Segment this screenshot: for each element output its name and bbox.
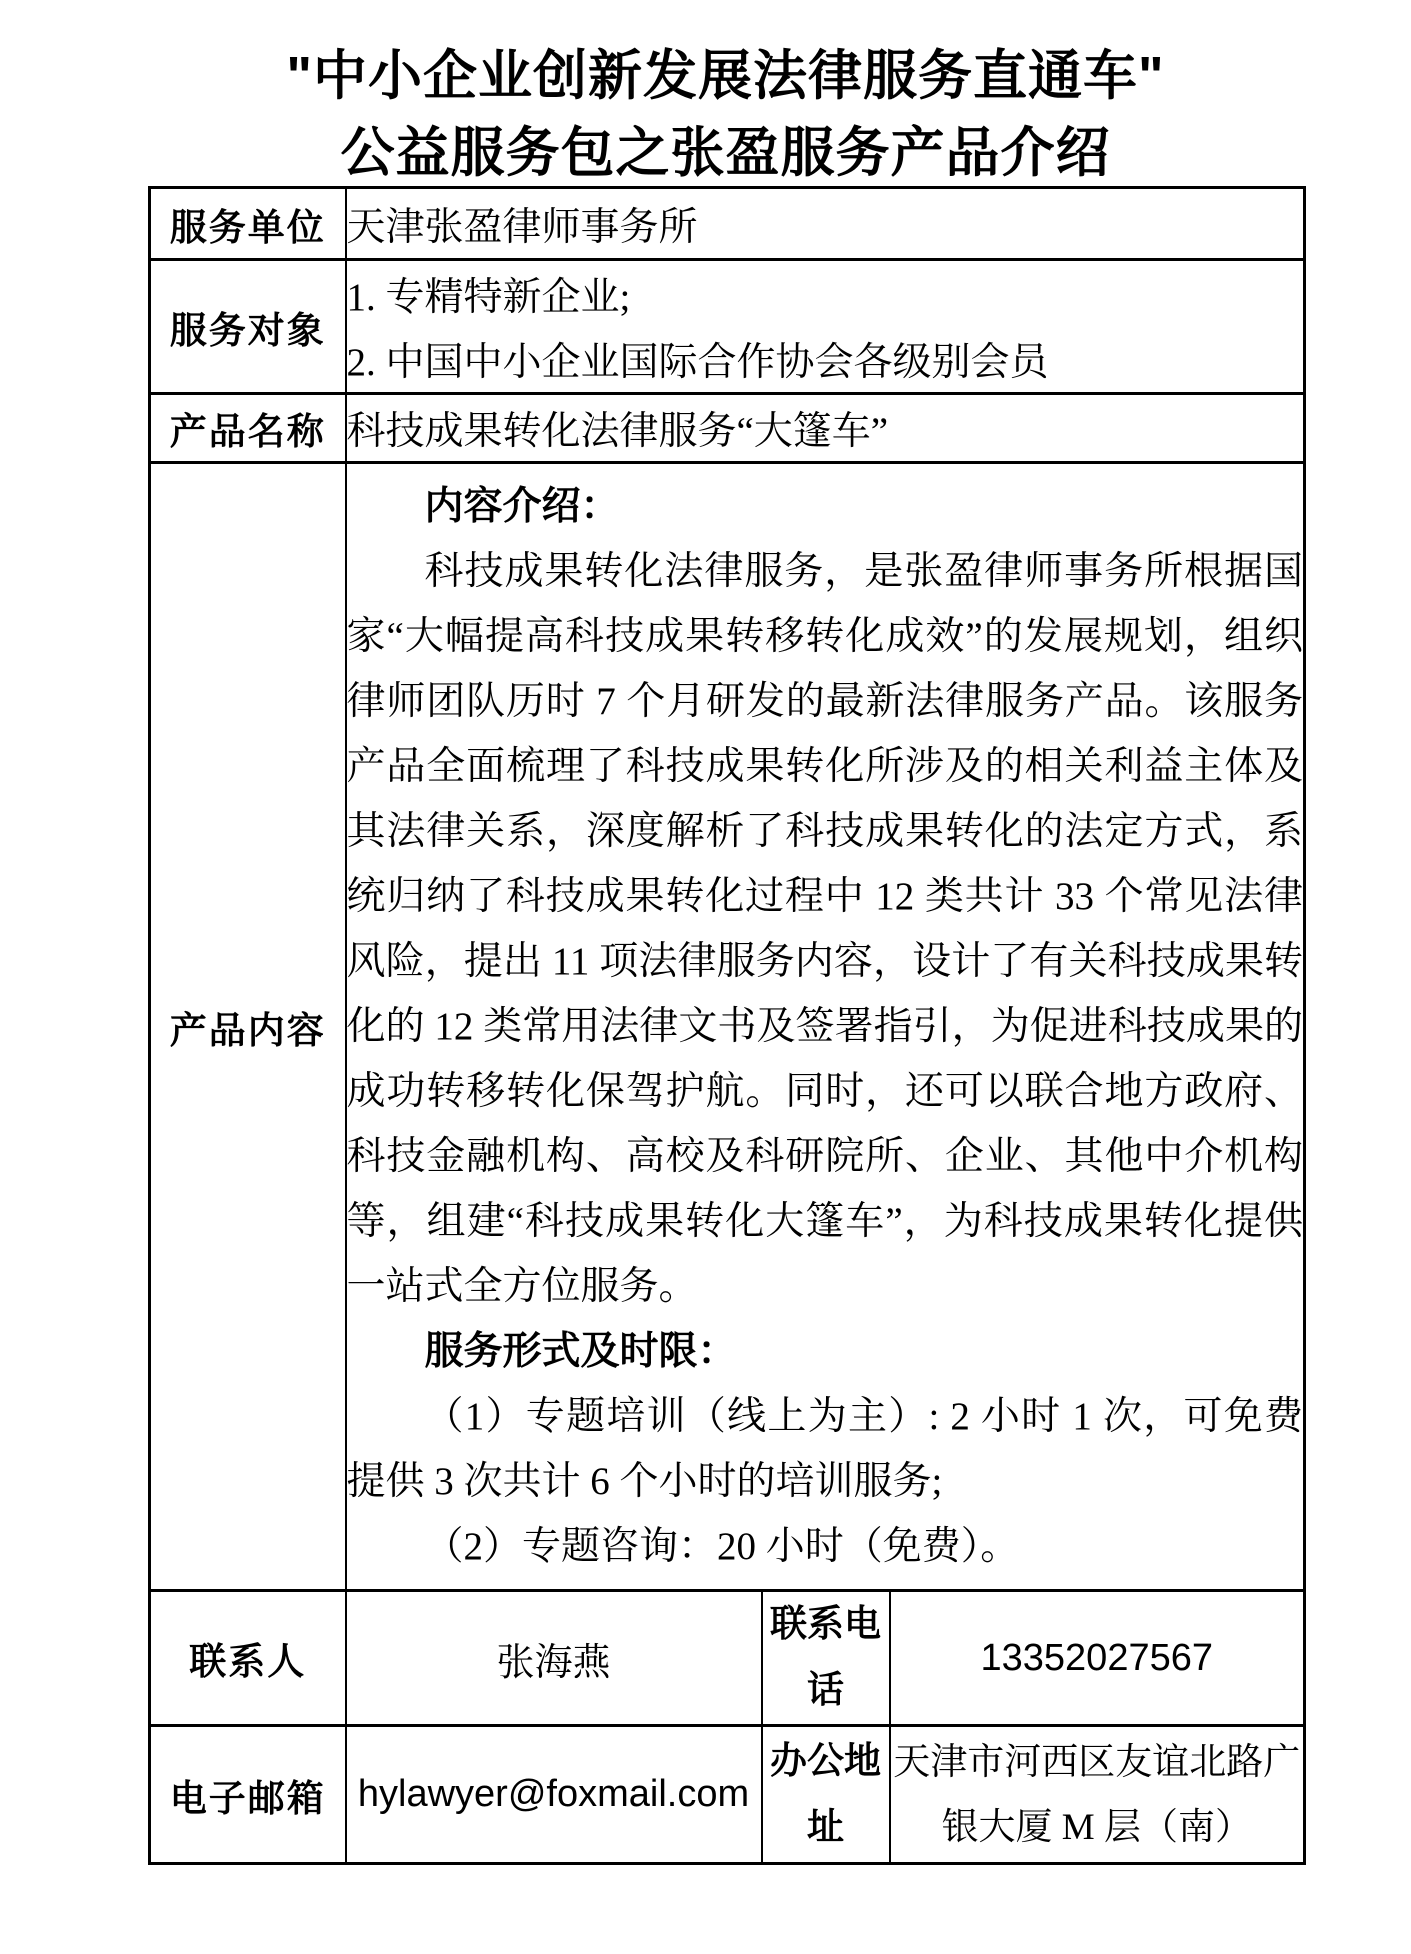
product-info-table [148, 186, 1306, 1865]
product-content-label: 产品内容 [150, 463, 346, 1591]
office-address-value: 天津市河西区友谊北路广银大厦 M 层（南） [890, 1726, 1305, 1864]
service-target-label: 服务对象 [150, 260, 346, 394]
row-service-unit [150, 188, 1305, 260]
row-service-target [150, 260, 1305, 394]
contact-person-value: 张海燕 [346, 1591, 762, 1726]
product-name-value: 科技成果转化法律服务“大篷车” [346, 394, 1305, 463]
contact-person-label: 联系人 [150, 1591, 346, 1726]
title-line-2: 公益服务包之张盈服务产品介绍 [340, 123, 1111, 183]
contact-phone-label: 联系电话 [762, 1591, 890, 1726]
row-email-address [150, 1726, 1305, 1864]
row-product-name [150, 394, 1305, 463]
intro-heading: 内容介绍： [424, 485, 620, 528]
row-contact [150, 1591, 1305, 1726]
service-form-heading: 服务形式及时限： [424, 1330, 737, 1373]
service-unit-label: 服务单位 [150, 188, 346, 260]
service-unit-value: 天津张盈律师事务所 [346, 188, 1305, 260]
contact-phone-value: 13352027567 [890, 1591, 1305, 1726]
document-title [148, 38, 1303, 192]
service-target-value [346, 260, 1305, 394]
service-form-item-1: （1）专题培训（线上为主）: 2 小时 1 次，可免费提供 3 次共计 6 个小时的培训服务; [346, 1395, 1304, 1503]
service-target-item-2: 2. 中国中小企业国际合作协会各级别会员 [346, 341, 1049, 384]
email-label: 电子邮箱 [150, 1726, 346, 1864]
service-target-item-1: 1. 专精特新企业; [346, 276, 631, 319]
intro-paragraph: 科技成果转化法律服务，是张盈律师事务所根据国家“大幅提高科技成果转移转化成效”的发展规划，组织律师团队历时 7 个月研发的最新法律服务产品。该服务产品全面梳理了科技成果转化所涉及的相关利益主体及其法律关系，深度解析了科技成果转化的法定方式，系统归纳了科技成果转化过程中 12 类共计 33 个常见法律风险，提出 11 项法律服务内容，设计了有关科技成果转化的 12 类常用法律文书及签署指引，为促进科技成果的成功转移转化保驾护航。同时，还可以联合地方政府、科技金融机构、高校及科研院所、企业、其他中介机构等，组建“科技成果转化大篷车”，为科技成果转化提供一站式全方位服务。 [346, 550, 1304, 1308]
service-form-item-2: （2）专题咨询：20 小时（免费）。 [424, 1525, 1020, 1568]
service-target-list [347, 262, 1304, 392]
row-product-content [150, 463, 1305, 1591]
product-name-label: 产品名称 [150, 394, 346, 463]
office-address-label: 办公地址 [762, 1726, 890, 1864]
email-value: hylawyer@foxmail.com [346, 1726, 762, 1864]
product-content-body [346, 463, 1305, 1591]
title-line-1: "中小企业创新发展法律服务直通车" [286, 46, 1165, 106]
